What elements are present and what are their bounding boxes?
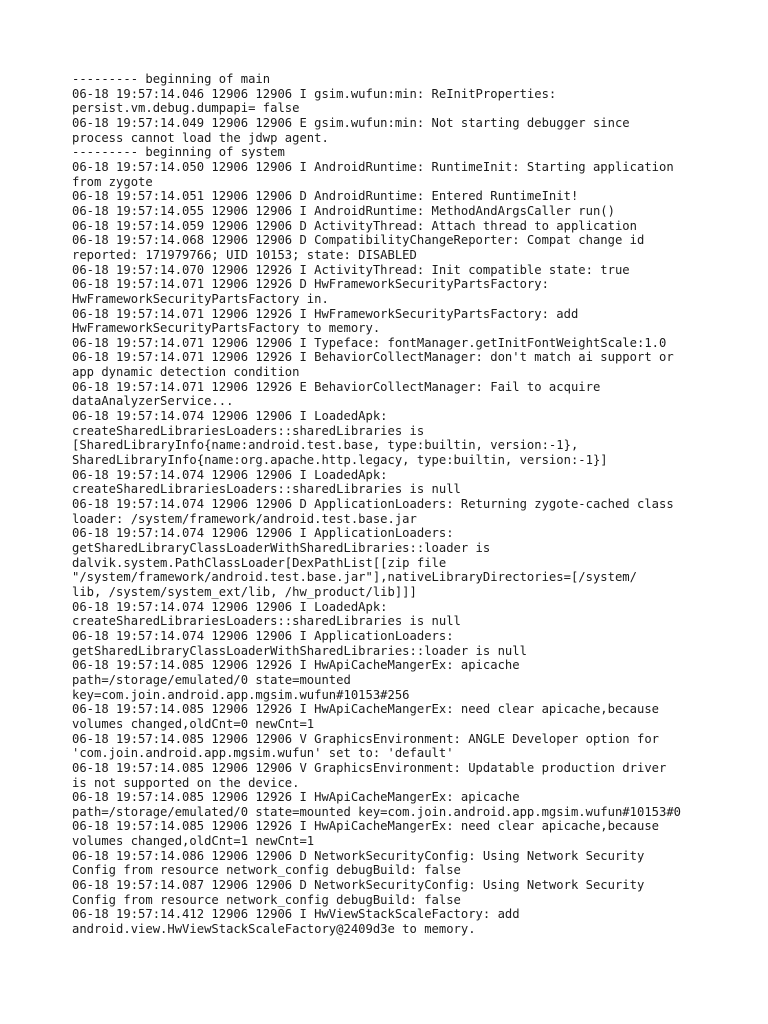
log-line: 06-18 19:57:14.087 12906 12906 D NetworkSecurityConfig: Using Network Security bbox=[72, 878, 645, 893]
log-line: 06-18 19:57:14.074 12906 12906 I LoadedApk: bbox=[72, 599, 388, 614]
log-line: 06-18 19:57:14.071 12906 12926 D HwFrameworkSecurityPartsFactory: bbox=[72, 277, 549, 292]
log-line: 06-18 19:57:14.050 12906 12906 I AndroidRuntime: RuntimeInit: Starting application bbox=[72, 159, 674, 174]
log-line: volumes changed,oldCnt=0 newCnt=1 bbox=[72, 716, 315, 731]
log-line: 06-18 19:57:14.071 12906 12906 I Typeface: fontManager.getInitFontWeightScale:1.0 bbox=[72, 335, 667, 350]
log-line: HwFrameworkSecurityPartsFactory to memory. bbox=[72, 321, 381, 336]
log-line: key=com.join.android.app.mgsim.wufun#10153#256 bbox=[72, 687, 410, 702]
log-line: 06-18 19:57:14.059 12906 12906 D ActivityThread: Attach thread to application bbox=[72, 218, 637, 233]
log-line: 06-18 19:57:14.085 12906 12926 I HwApiCacheMangerEx: apicache bbox=[72, 658, 520, 673]
log-line: getSharedLibraryClassLoaderWithSharedLibraries::loader is bbox=[72, 541, 491, 555]
log-line: 06-18 19:57:14.412 12906 12906 I HwViewStackScaleFactory: add bbox=[72, 907, 520, 922]
log-line: --------- beginning of main bbox=[72, 72, 271, 86]
log-line: 06-18 19:57:14.074 12906 12906 I LoadedApk: bbox=[72, 409, 388, 424]
log-line: SharedLibraryInfo{name:org.apache.http.legacy, type:builtin, version:-1}] bbox=[72, 453, 608, 468]
log-line: persist.vm.debug.dumpapi= false bbox=[72, 101, 300, 116]
log-line: [SharedLibraryInfo{name:android.test.base, type:builtin, version:-1}, bbox=[72, 438, 579, 453]
log-line: dalvik.system.PathClassLoader[DexPathList[[zip file bbox=[72, 555, 447, 570]
log-line: 06-18 19:57:14.055 12906 12906 I AndroidRuntime: MethodAndArgsCaller run() bbox=[72, 203, 615, 218]
log-line: 06-18 19:57:14.086 12906 12906 D NetworkSecurityConfig: Using Network Security bbox=[72, 848, 645, 863]
log-line: loader: /system/framework/android.test.base.jar bbox=[72, 511, 417, 526]
log-line: 06-18 19:57:14.051 12906 12906 D AndroidRuntime: Entered RuntimeInit! bbox=[72, 189, 579, 204]
log-line: path=/storage/emulated/0 state=mounted bbox=[72, 672, 351, 687]
log-line: 06-18 19:57:14.074 12906 12906 D ApplicationLoaders: Returning zygote-cached class bbox=[72, 497, 674, 512]
log-line: 'com.join.android.app.mgsim.wufun' set to: 'default' bbox=[72, 746, 454, 761]
log-line: createSharedLibrariesLoaders::sharedLibraries is null bbox=[72, 614, 461, 629]
log-line: path=/storage/emulated/0 state=mounted key=com.join.android.app.mgsim.wufun#10153#0 bbox=[72, 804, 682, 819]
log-line: from zygote bbox=[72, 174, 153, 189]
log-line: 06-18 19:57:14.071 12906 12926 E BehaviorCollectManager: Fail to acquire bbox=[72, 379, 601, 394]
log-line: reported: 171979766; UID 10153; state: DISABLED bbox=[72, 247, 417, 262]
log-line: 06-18 19:57:14.068 12906 12906 D CompatibilityChangeReporter: Compat change id bbox=[72, 233, 645, 248]
log-line: lib, /system/system_ext/lib, /hw_product/lib]]] bbox=[72, 584, 417, 599]
log-line: volumes changed,oldCnt=1 newCnt=1 bbox=[72, 834, 315, 849]
log-line: 06-18 19:57:14.085 12906 12906 V GraphicsEnvironment: ANGLE Developer option for bbox=[72, 731, 659, 746]
log-line: "/system/framework/android.test.base.jar"],nativeLibraryDirectories=[/system/ bbox=[72, 570, 637, 585]
log-line: 06-18 19:57:14.071 12906 12926 I BehaviorCollectManager: don't match ai support or bbox=[72, 350, 674, 365]
log-line: 06-18 19:57:14.085 12906 12926 I HwApiCacheMangerEx: need clear apicache,because bbox=[72, 819, 659, 834]
log-line: createSharedLibrariesLoaders::sharedLibraries is null bbox=[72, 482, 461, 497]
log-line: 06-18 19:57:14.049 12906 12906 E gsim.wufun:min: Not starting debugger since bbox=[72, 115, 630, 130]
log-line: is not supported on the device. bbox=[72, 775, 300, 790]
log-line: --------- beginning of system bbox=[72, 145, 285, 160]
log-line: HwFrameworkSecurityPartsFactory in. bbox=[72, 291, 329, 306]
log-document bbox=[72, 72, 712, 937]
log-line: Config from resource network_config debugBuild: false bbox=[72, 892, 461, 907]
log-line: 06-18 19:57:14.070 12906 12926 I ActivityThread: Init compatible state: true bbox=[72, 262, 630, 277]
log-line: android.view.HwViewStackScaleFactory@2409d3e to memory. bbox=[72, 922, 476, 937]
log-line: Config from resource network_config debugBuild: false bbox=[72, 863, 461, 878]
log-line: 06-18 19:57:14.074 12906 12906 I ApplicationLoaders: bbox=[72, 628, 454, 643]
log-line: dataAnalyzerService... bbox=[72, 394, 234, 409]
log-line: 06-18 19:57:14.074 12906 12906 I ApplicationLoaders: bbox=[72, 526, 454, 541]
log-line: createSharedLibrariesLoaders::sharedLibraries is bbox=[72, 423, 425, 438]
log-line: process cannot load the jdwp agent. bbox=[72, 130, 329, 145]
log-line: 06-18 19:57:14.085 12906 12906 V GraphicsEnvironment: Updatable production driver bbox=[72, 760, 667, 775]
log-line: 06-18 19:57:14.085 12906 12926 I HwApiCacheMangerEx: need clear apicache,because bbox=[72, 702, 659, 717]
log-line: getSharedLibraryClassLoaderWithSharedLibraries::loader is null bbox=[72, 643, 527, 658]
log-line: 06-18 19:57:14.085 12906 12926 I HwApiCacheMangerEx: apicache bbox=[72, 790, 520, 805]
log-line: 06-18 19:57:14.074 12906 12906 I LoadedApk: bbox=[72, 467, 388, 482]
log-line: app dynamic detection condition bbox=[72, 365, 300, 380]
log-line: 06-18 19:57:14.071 12906 12926 I HwFrameworkSecurityPartsFactory: add bbox=[72, 306, 579, 321]
log-line: 06-18 19:57:14.046 12906 12906 I gsim.wufun:min: ReInitProperties: bbox=[72, 86, 557, 101]
